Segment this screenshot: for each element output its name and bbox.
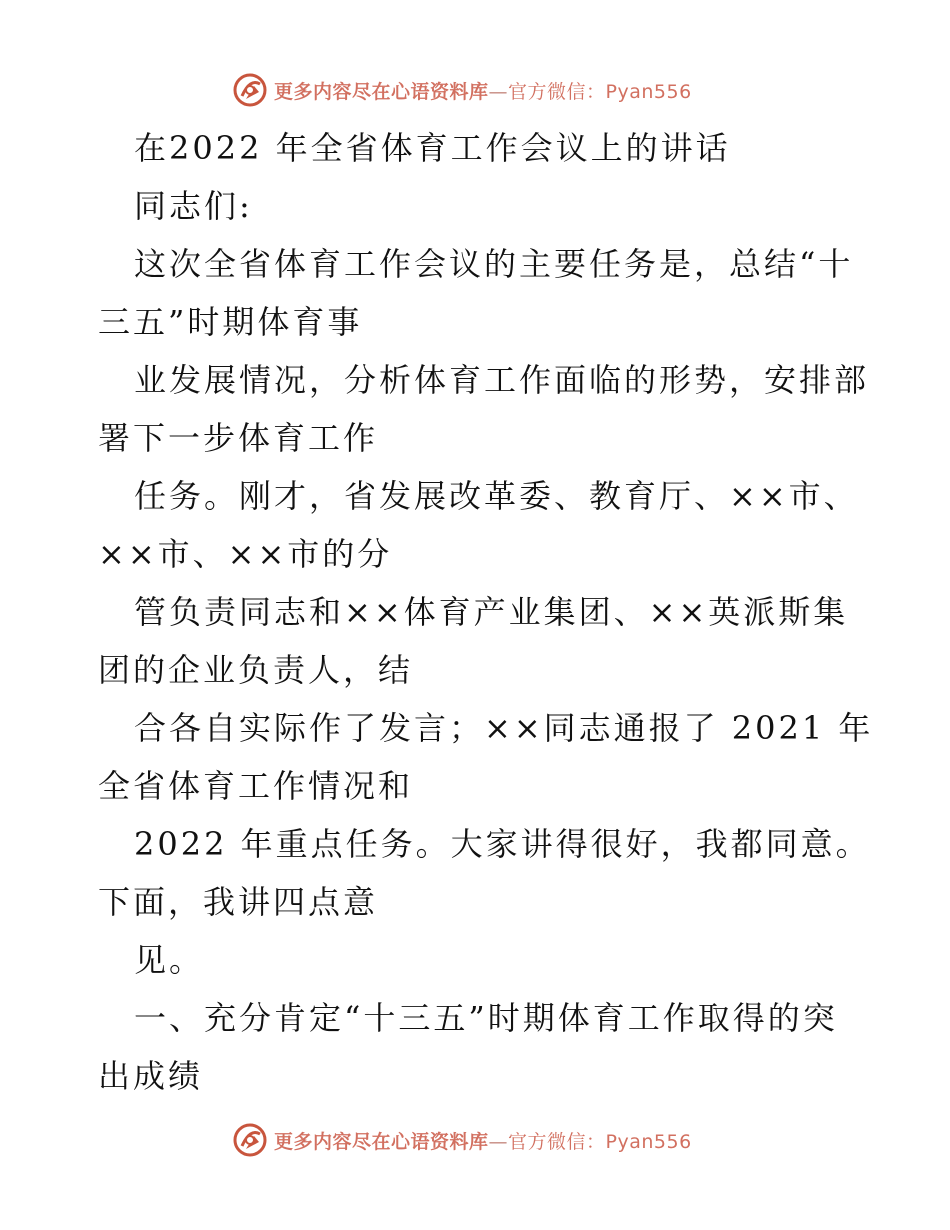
ribbon-logo-icon [232,72,268,108]
paragraph-line: ××市、××市的分 [98,535,393,573]
paragraph-line: 全省体育工作情况和 [98,767,414,805]
paragraph-line: 合各自实际作了发言；××同志通报了 2021 年 [134,709,874,747]
watermark-title: 更多内容尽在心语资料库 [274,1130,489,1153]
paragraph-line: 这次全省体育工作会议的主要任务是，总结“十 [134,245,854,283]
paragraph-line: 见。 [134,941,205,979]
watermark-text [274,1127,692,1154]
watermark-wechat-label: 官方微信： [508,80,606,103]
watermark-title: 更多内容尽在心语资料库 [274,80,489,103]
document-title: 在2022 年全省体育工作会议上的讲话 [134,129,731,167]
watermark-separator: — [488,80,509,103]
paragraph-line: 2022 年重点任务。大家讲得很好，我都同意。 [134,825,871,863]
watermark-banner-bottom [232,1120,712,1160]
paragraph-line: 业发展情况，分析体育工作面临的形势，安排部 [134,361,870,399]
ribbon-logo-icon [232,1122,268,1158]
paragraph-line: 下面，我讲四点意 [98,883,379,921]
watermark-wechat-id: Pyan556 [605,80,692,103]
section-heading-continued: 出成绩 [98,1057,204,1095]
watermark-text [274,77,692,104]
watermark-wechat-id: Pyan556 [605,1130,692,1153]
section-heading: 一、充分肯定“十三五”时期体育工作取得的突 [134,999,838,1037]
paragraph-line: 三五”时期体育事 [98,303,363,341]
salutation: 同志们: [134,187,253,225]
paragraph-line: 管负责同志和××体育产业集团、××英派斯集 [134,593,849,631]
watermark-wechat-label: 官方微信： [508,1130,606,1153]
watermark-separator: — [488,1130,509,1153]
watermark-banner-top [232,70,712,110]
paragraph-line: 团的企业负责人，结 [98,651,414,689]
paragraph-line: 任务。刚才，省发展改革委、教育厅、××市、 [134,477,859,515]
paragraph-line: 署下一步体育工作 [98,419,379,457]
